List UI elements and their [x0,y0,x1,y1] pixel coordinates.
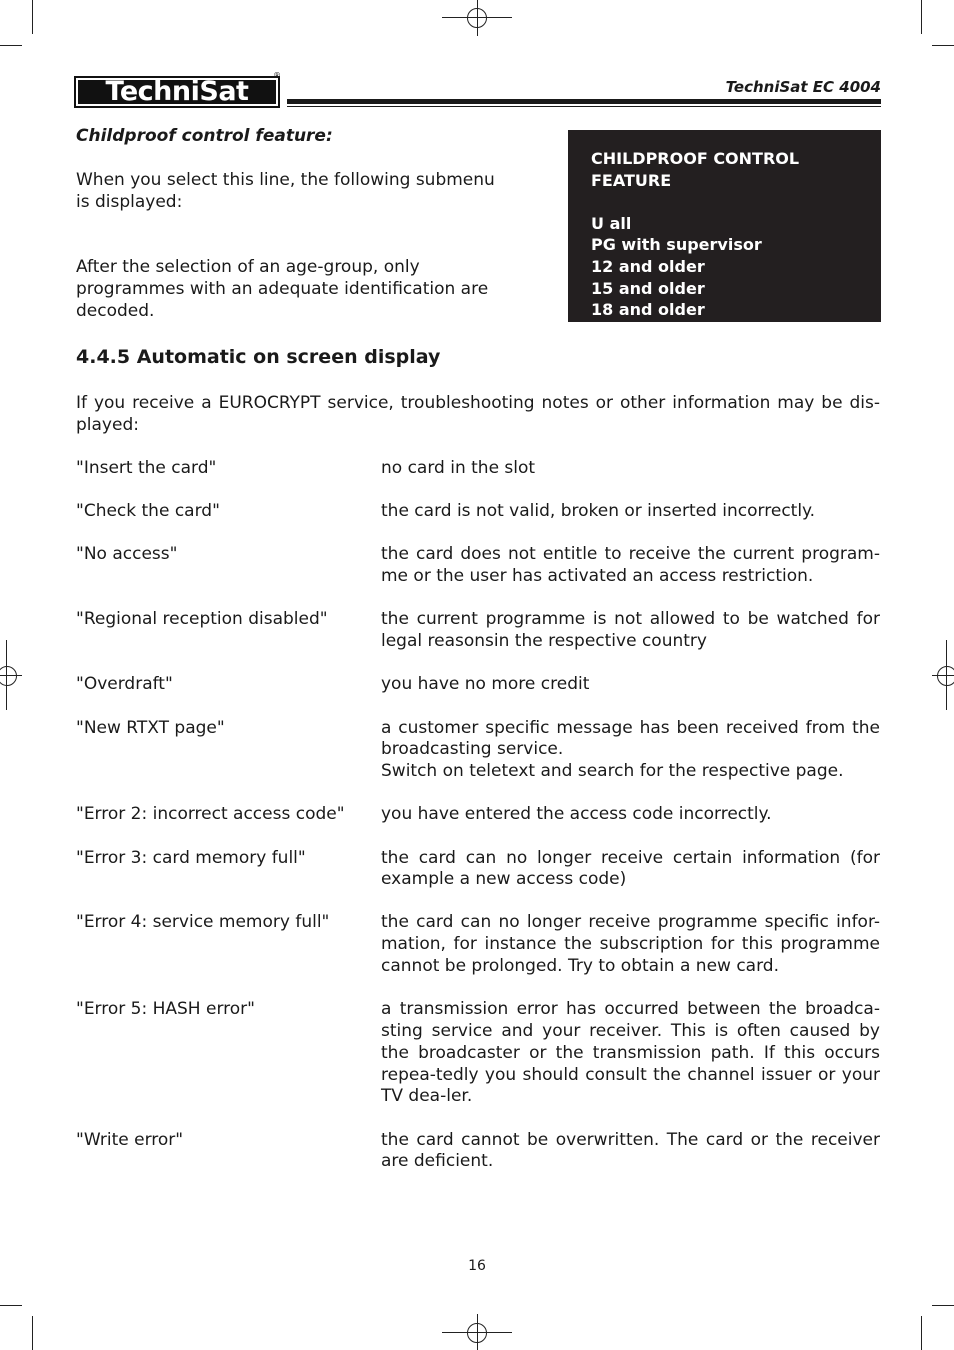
model-title: TechniSat EC 4004 [725,78,881,96]
message-description: the card can no longer receive certain information (for example a new access code) [381,847,880,890]
crop-mark [32,0,33,34]
registration-mark [937,666,954,686]
registration-mark [0,666,17,686]
message-code: "Check the card" [76,501,220,522]
message-description: no card in the slot [381,458,536,478]
childproof-intro: When you select this line, the following submenu is displayed: [76,170,495,212]
message-description: the card is not valid, broken or inserted incorrectly. [381,501,816,522]
message-code: "Write error" [76,1129,184,1150]
crop-mark [932,45,954,46]
registration-mark [467,8,487,28]
message-row [76,609,880,653]
message-row [76,999,880,1108]
menu-option: 15 and older [591,278,705,298]
message-list [76,458,880,1195]
message-description: the current programme is not allowed to be watched for legal reasonsin the respective country [381,609,880,652]
crop-mark [32,1316,33,1350]
message-description: the card cannot be overwritten. The card or the receiver are deficient. [381,1129,880,1172]
section-heading: 4.4.5 Automatic on screen display [76,346,441,368]
message-row [76,544,880,588]
menu-option: 12 and older [591,256,705,276]
message-code: "No access" [76,544,178,565]
message-description: the card can no longer receive programme specific infor-mation, for instance the subscription for this programme cannot be prolonged. Try to obtain a new card. [381,912,880,977]
message-code: "Regional reception disabled" [76,609,328,630]
registration-mark [467,1323,487,1343]
crop-mark [0,45,22,46]
crop-mark [0,1305,22,1306]
section-intro: If you receive a EUROCRYPT service, troubleshooting notes or other information may be dis-played: [76,393,880,435]
message-row [76,804,880,826]
message-row [76,501,880,523]
message-row [76,912,880,977]
crop-mark [921,1316,922,1350]
childproof-after-selection: After the selection of an age-group, only programmes with an adequate identification are decoded. [76,257,489,321]
message-code: "Error 3: card memory full" [76,847,306,868]
crop-mark [921,0,922,34]
message-description: you have entered the access code incorrectly. [381,804,772,825]
message-code: "Error 4: service memory full" [76,912,330,933]
childproof-menu-screen [568,130,881,322]
message-row [76,674,880,696]
message-row [76,1130,880,1174]
page-number: 16 [468,1258,486,1274]
message-code: "New RTXT page" [76,717,225,738]
message-code: "Error 2: incorrect access code" [76,804,345,825]
technisat-logo: TechniSat [74,76,280,108]
menu-title: CHILDPROOF CONTROL FEATURE [591,149,800,190]
childproof-heading: Childproof control feature: [76,126,333,146]
crop-mark [932,1305,954,1306]
registered-mark: ® [273,71,281,80]
message-description: you have no more credit [381,674,590,695]
header-rule [287,99,881,104]
message-description: the card does not entitle to receive the current program-me or the user has activated an access restriction. [381,544,880,587]
message-description: a transmission error has occurred between the broadca-sting service and your receiver. This is often caused by the broadcaster or the transmission path. If this occurs repea-tedly you should consult the channel issuer or your TV dea-ler. [381,999,880,1107]
message-code: "Insert the card" [76,458,217,478]
menu-option: PG with supervisor [591,235,762,255]
message-row [76,718,880,783]
message-description: a customer specific message has been received from the broadcasting service. Switch on teletext and search for the respective page. [381,717,880,782]
menu-option: 18 and older [591,300,705,320]
message-code: "Overdraft" [76,674,173,695]
message-row [76,848,880,892]
header-rule [287,106,881,107]
message-row [76,458,880,480]
message-code: "Error 5: HASH error" [76,999,255,1020]
menu-option: U all [591,213,632,233]
